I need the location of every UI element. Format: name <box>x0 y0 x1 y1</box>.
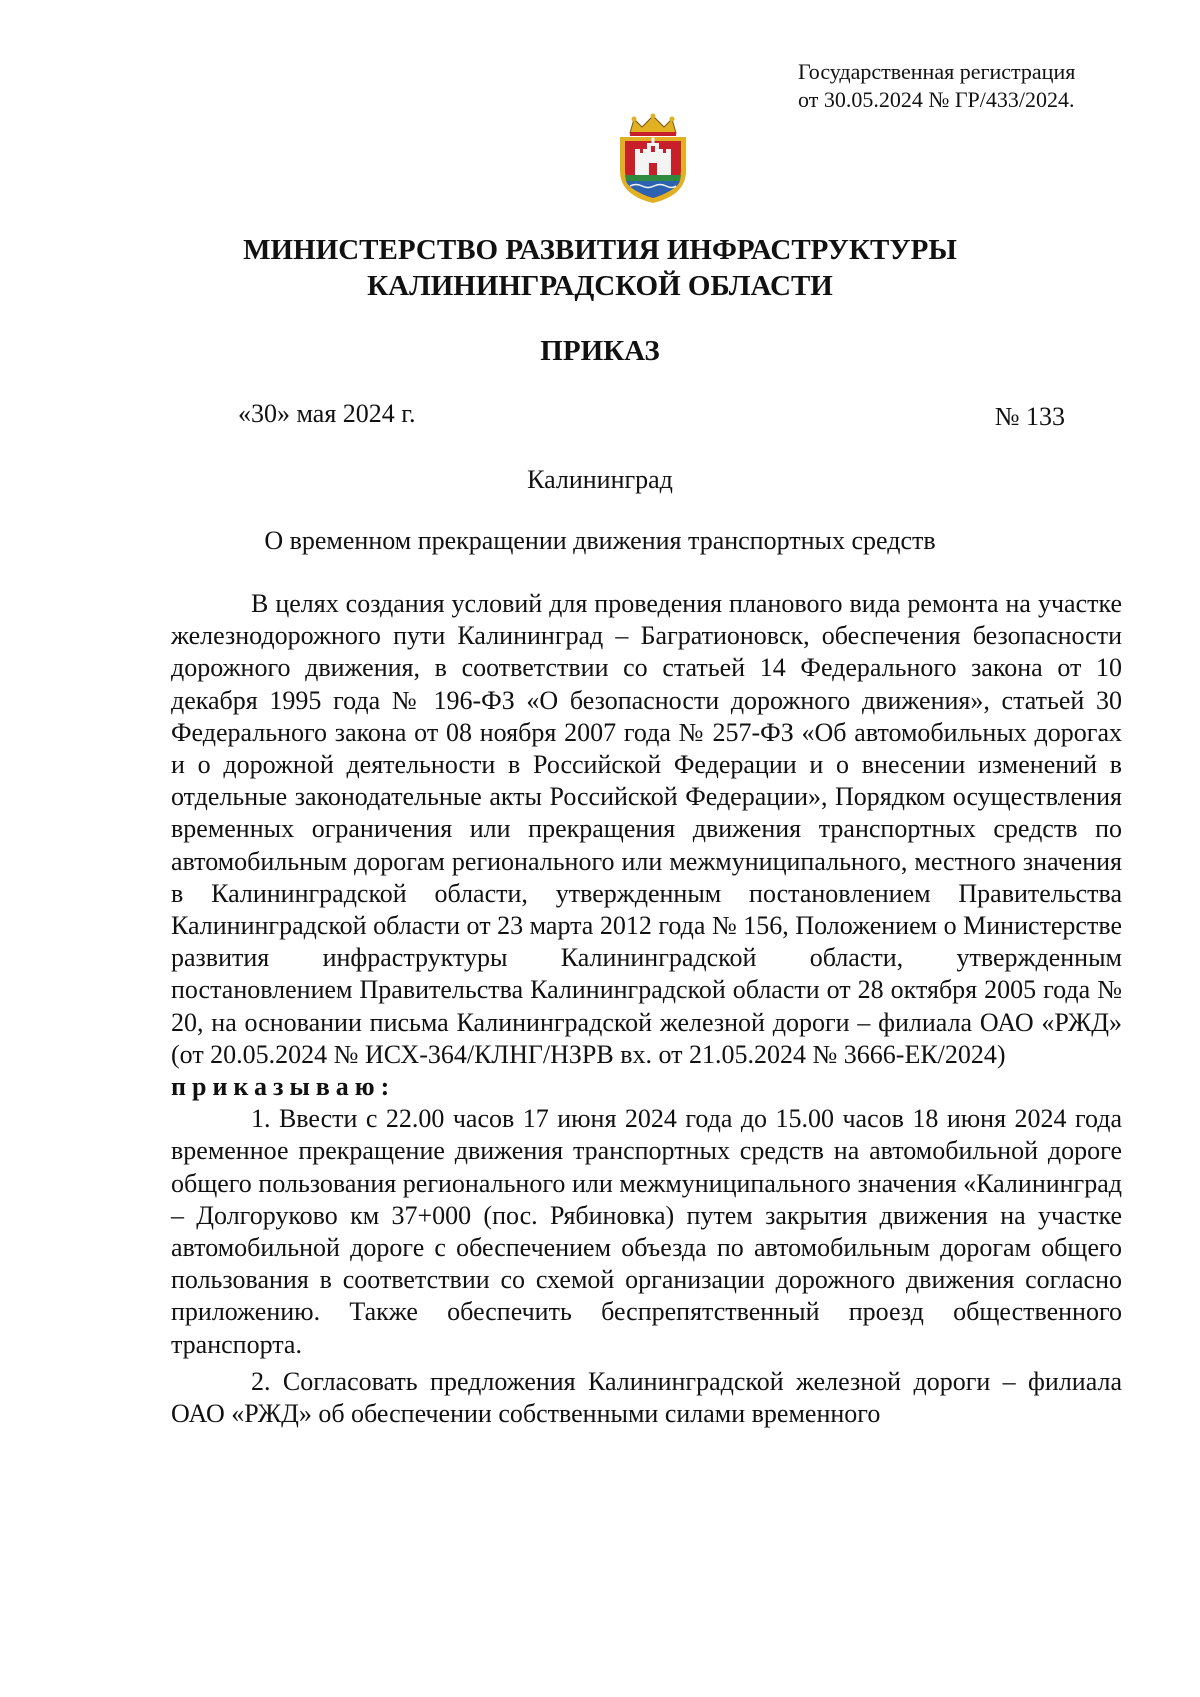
preamble-paragraph: В целях создания условий для проведения планового вида ремонта на участке железнодорожного пути Калининград – Багратионовск, обеспечения безопасности дорожного движения, в соответствии со статьей 14 Федерального закона от 10 декабря 1995 года № 196-ФЗ «О безопасности дорожного движения», статьей 30 Федерального закона от 08 ноября 2007 года № 257-ФЗ «Об автомобильных дорогах и о дорожной деятельности в Российской Федерации и о внесении изменений в отдельные законодательные акты Российской Федерации», Порядком осуществления временных ограничения или прекращения движения транспортных средств по автомобильным дорогам регионального или межмуниципального, местного значения в Калининградской области, утвержденным постановлением Правительства Калининградской области от 23 марта 2012 года № 156, Положением о Министерстве развития инфраструктуры Калининградской области, утвержденным постановлением Правительства Калининградской области от 28 октября 2005 года № 20, на основании письма Калининградской железной дороги – филиала ОАО «РЖД» (от 20.05.2024 № ИСХ-364/КЛНГ/НЗРВ вх. от 21.05.2024 № 3666-ЕК/2024) <box>171 589 1122 1069</box>
registration-line-1: Государственная регистрация <box>798 59 1076 84</box>
issue-city: Калининград <box>527 465 673 494</box>
order-number: № 133 <box>994 402 1065 431</box>
document-type-title: ПРИКАЗ <box>540 335 660 367</box>
order-item-1: 1. Ввести с 22.00 часов 17 июня 2024 года до 15.00 часов 18 июня 2024 года временное прекращение движения транспортных средств на автомобильной дороге общего пользования регионального или межмуниципального значения «Калининград – Долгоруково км 37+000 (пос. Рябиновка) путем закрытия движения на участке автомобильной дороге с обеспечением объезда по автомобильным дорогам общего пользования в соответствии со схемой организации дорожного движения согласно приложению. Также обеспечить беспрепятственный проезд общественного транспорта. <box>171 1104 1122 1359</box>
order-item-2: 2. Согласовать предложения Калининградской железной дороги – филиала ОАО «РЖД» об обеспечении собственными силами временного <box>171 1366 1122 1429</box>
ministry-name-line-2: КАЛИНИНГРАДСКОЙ ОБЛАСТИ <box>367 270 833 302</box>
state-registration-stamp <box>798 58 1075 114</box>
order-body <box>171 588 1122 1430</box>
order-date: «30» мая 2024 г. <box>238 399 416 428</box>
ministry-name-line-1: МИНИСТЕРСТВО РАЗВИТИЯ ИНФРАСТРУКТУРЫ <box>243 234 957 266</box>
order-subject: О временном прекращении движения транспортных средств <box>264 526 936 555</box>
registration-line-2: от 30.05.2024 № ГР/433/2024. <box>798 87 1075 112</box>
order-directive-word: приказываю: <box>171 1072 396 1102</box>
ministry-name <box>0 232 1200 304</box>
kaliningrad-coat-of-arms-icon <box>614 113 692 205</box>
